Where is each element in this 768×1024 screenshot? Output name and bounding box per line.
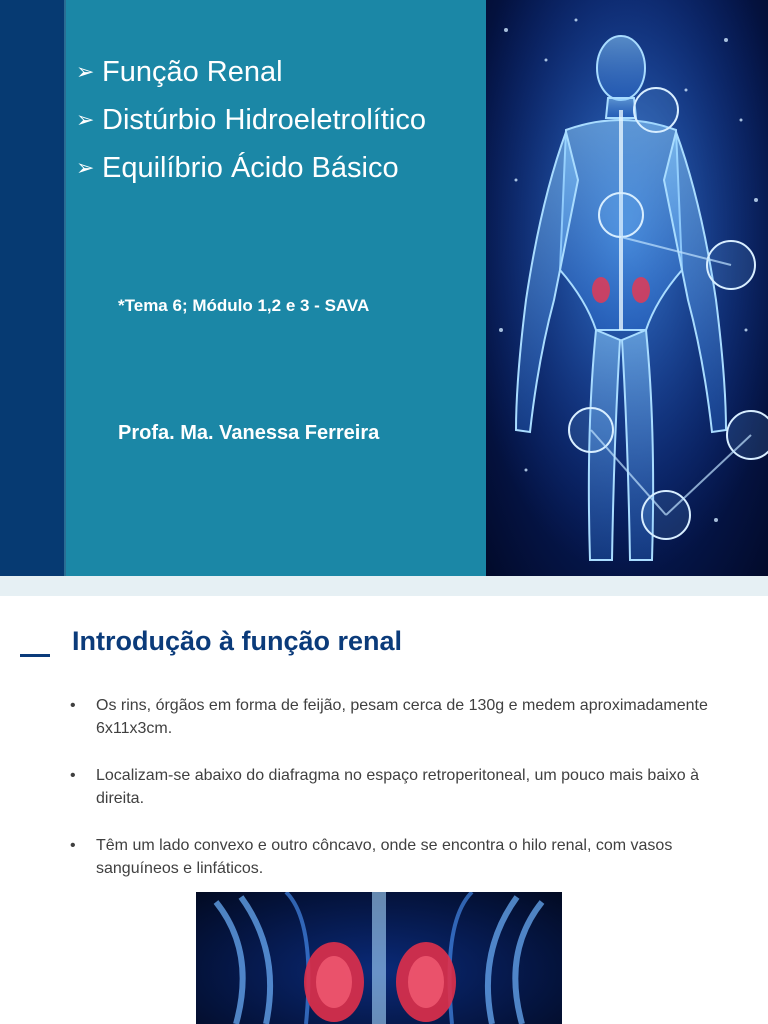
list-item [70,834,720,880]
bullet-dot-icon: • [70,837,76,854]
topic-item [76,48,426,96]
kidney-illustration [196,892,562,1024]
bullet-list [70,694,720,904]
list-item-text: Localizam-se abaixo do diafragma no espaço retroperitoneal, um pouco mais baixo à direita. [96,767,700,807]
topic-label: Função Renal [102,55,283,88]
arrow-bullet-icon: ➢ [76,59,95,84]
topic-item [76,96,426,144]
author-name: Profa. Ma. Vanessa Ferreira [118,422,380,444]
list-item-text: Têm um lado convexo e outro côncavo, onde se encontra o hilo renal, com vasos sanguíneos e linfáticos. [96,837,673,877]
stripe-divider [64,0,66,576]
title-accent-dash [20,654,50,657]
slide-separator [0,576,768,596]
slide-title: Introdução à função renal [72,626,403,656]
human-body-illustration [486,0,768,576]
bullet-dot-icon: • [70,767,76,784]
topic-label: Distúrbio Hidroeletrolítico [102,103,426,136]
list-item [70,764,720,810]
bullet-dot-icon: • [70,697,76,714]
module-subtitle: *Tema 6; Módulo 1,2 e 3 - SAVA [118,296,370,315]
arrow-bullet-icon: ➢ [76,107,95,132]
list-item [70,694,720,740]
topic-item [76,144,426,192]
list-item-text: Os rins, órgãos em forma de feijão, pesam cerca de 130g e medem aproximadamente 6x11x3cm. [96,697,708,737]
topic-label: Equilíbrio Ácido Básico [102,151,399,184]
arrow-bullet-icon: ➢ [76,155,95,180]
content-slide [0,596,768,1024]
left-accent-stripe [0,0,64,576]
topic-list [76,48,426,192]
